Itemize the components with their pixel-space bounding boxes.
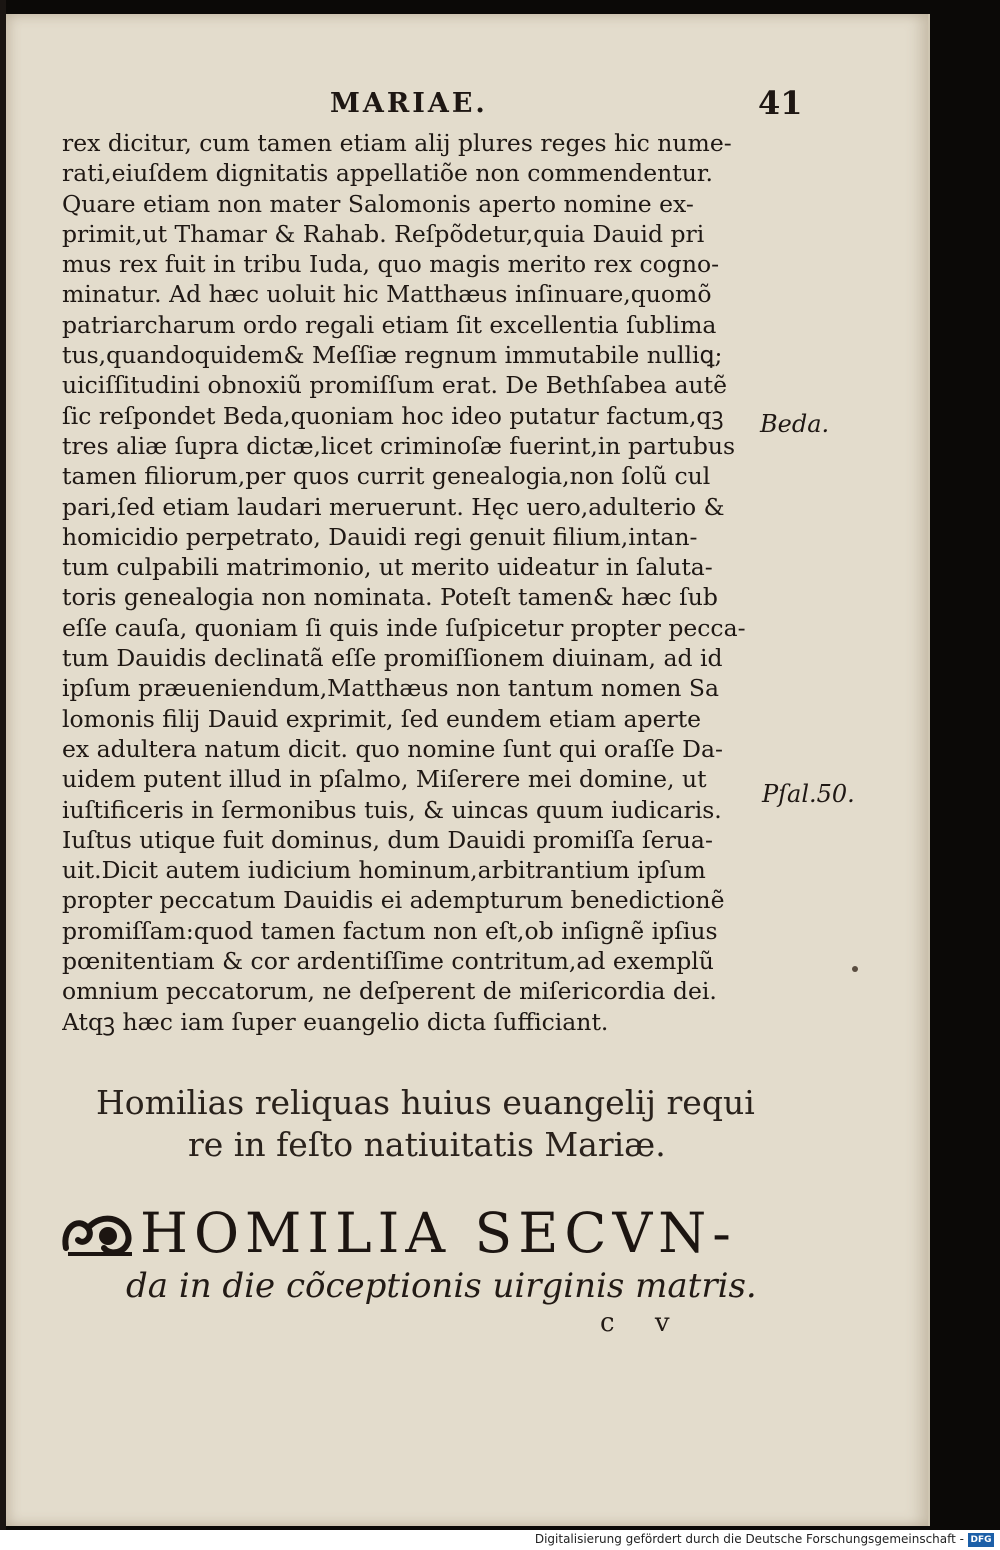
text-line: Quare etiam non mater Salomonis aperto nomine ex- — [62, 189, 694, 218]
text-line: ex adultera natum dicit. quo nomine ſunt qui oraſſe Da- — [62, 734, 723, 763]
text-line: uidem putent illud in pſalmo, Miſerere mei domine, ut — [62, 765, 707, 794]
signature-mark: c v — [600, 1308, 686, 1338]
note-line: Homilias reliquas huius euangelij requi — [96, 1083, 755, 1122]
text-line: tres aliæ ſupra dictæ,licet criminoſæ fuerint,in partubus — [62, 431, 736, 460]
homily-heading: HOMILIA SECVN- — [140, 1201, 737, 1265]
text-line: eſſe cauſa, quoniam ſi quis inde ſuſpicetur propter pecca- — [62, 613, 746, 642]
note-line: re in feſto natiuitatis Mariæ. — [188, 1125, 666, 1164]
running-head: MARIAE. — [330, 88, 488, 119]
funding-credit: Digitalisierung gefördert durch die Deutsche Forschungsgemeinschaft - — [534, 1532, 964, 1546]
text-line: ipſum præueniendum,Matthæus non tantum nomen Sa — [62, 674, 720, 703]
text-line: tamen filiorum,per quos currit genealogia,non ſolũ cul — [62, 462, 711, 491]
text-line: rati,eiuſdem dignitatis appellatiõe non commendentur. — [62, 159, 713, 188]
text-line: omnium peccatorum, ne deſperent de miſericordia dei. — [62, 977, 717, 1006]
text-line: pari,ſed etiam laudari meruerunt. Hęc uero,adulterio & — [62, 492, 725, 521]
cross-reference-note — [96, 1082, 756, 1166]
text-line: lomonis filij Dauid exprimit, ſed eundem etiam aperte — [62, 704, 702, 733]
text-line: Iuſtus utique fuit dominus, dum Dauidi promiſſa ſerua- — [62, 825, 713, 854]
homily-title — [58, 1198, 737, 1268]
text-line: minatur. Ad hæc uoluit hic Matthæus inſinuare,quomõ — [62, 280, 712, 309]
text-line: uiciſſitudini obnoxiũ promiſſum erat. De Bethſabea autẽ — [62, 371, 727, 400]
text-line: ſic reſpondet Beda,quoniam hoc ideo putatur factum,qꝫ — [62, 401, 724, 430]
text-line: promiſſam:quod tamen factum non eſt,ob inſignẽ ipſius — [62, 916, 718, 945]
text-line: tum culpabili matrimonio, ut merito uideatur in ſaluta- — [62, 553, 713, 582]
text-line: Atqꝫ hæc iam ſuper euangelio dicta ſufficiant. — [62, 1007, 609, 1036]
page-number: 41 — [758, 84, 803, 122]
dfg-logo: DFG — [968, 1533, 994, 1547]
text-line: uit.Dicit autem iudicium hominum,arbitrantium ipſum — [62, 856, 706, 885]
text-line: mus rex fuit in tribu Iuda, quo magis merito rex cogno- — [62, 250, 720, 279]
text-line: homicidio perpetrato, Dauidi regi genuit filium,intan- — [62, 522, 698, 551]
text-line: patriarcharum ordo regali etiam ſit excellentia ſublima — [62, 310, 717, 339]
marginal-note-psalm: Pſal.50. — [762, 780, 855, 808]
text-line: toris genealogia non nominata. Poteſt tamen& hæc ſub — [62, 583, 718, 612]
marginal-note-beda: Beda. — [760, 410, 830, 438]
body-text — [62, 128, 762, 1037]
ink-speck — [852, 966, 858, 972]
fleuron-ornament-icon — [58, 1198, 140, 1268]
text-line: primit,ut Thamar & Rahab. Reſpõdetur,quia Dauid pri — [62, 219, 705, 248]
text-line: rex dicitur, cum tamen etiam alij plures reges hic nume- — [62, 129, 732, 157]
text-line: iuſtificeris in ſermonibus tuis, & uincas quum iudicaris. — [62, 795, 722, 824]
text-line: tum Dauidis declinatã eſſe promiſſionem diuinam, ad id — [62, 644, 723, 673]
homily-subtitle: da in die cõceptionis uirginis matris. — [126, 1266, 757, 1306]
text-line: pœnitentiam & cor ardentiſſime contritum,ad exemplũ — [62, 947, 714, 976]
text-line: tus,quandoquidem& Meſſiæ regnum immutabile nulliꝗ; — [62, 341, 723, 370]
text-line: propter peccatum Dauidis ei adempturum benedictionẽ — [62, 886, 725, 915]
